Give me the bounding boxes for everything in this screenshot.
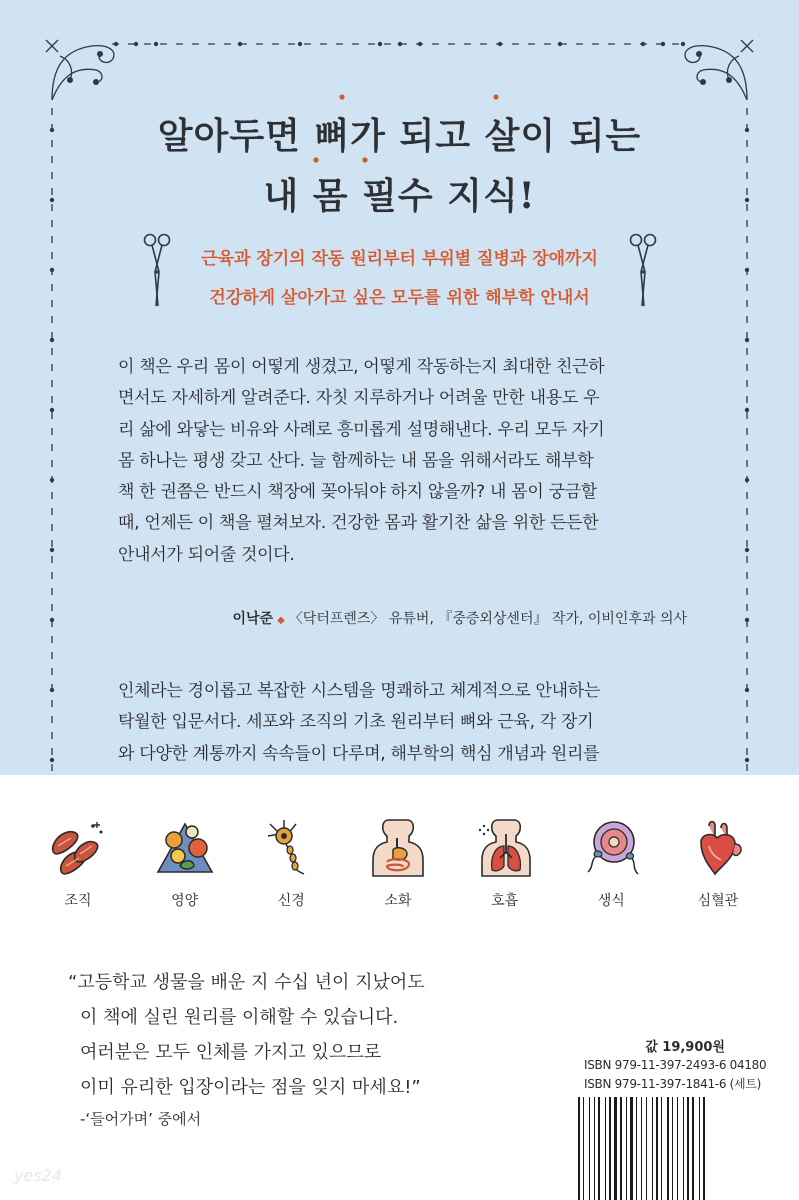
- bullet-icon: ◆: [277, 615, 285, 626]
- subtitle-line-2: 건강하게 살아가고 싶은 모두를 위한 해부학 안내서: [209, 288, 590, 308]
- reviewer-description: 〈닥터프렌즈〉 유튜버, 『중증외상센터』 작가, 이비인후과 의사: [288, 611, 687, 627]
- isbn-line-1: ISBN 979-11-397-2493-6 04180: [584, 1058, 767, 1072]
- review-1-attribution: [233, 608, 687, 628]
- barcode-bar: [667, 1097, 669, 1200]
- quote-line: 이 책에 실린 원리를 이해할 수 있습니다.: [80, 1007, 399, 1028]
- review-line: 와 다양한 계통까지 속속들이 다루며, 해부학의 핵심 개념과 원리를: [118, 743, 600, 764]
- review-line: 인체라는 경이롭고 복잡한 시스템을 명쾌하고 체계적으로 안내하는: [118, 681, 601, 701]
- quote-line: “고등학교 생물을 배운 지 수십 년이 지났어도: [68, 972, 425, 993]
- digestive-system-icon: [367, 816, 429, 878]
- barcode-bar: [646, 1097, 647, 1200]
- review-line: 탁월한 입문서다. 세포와 조직의 기초 원리부터 뼈와 근육, 각 장기: [118, 712, 594, 733]
- category-label: 신경: [277, 893, 305, 909]
- barcode-bar: [652, 1097, 653, 1200]
- barcode-bar: [598, 1097, 600, 1200]
- category-label: 조직: [64, 893, 92, 909]
- barcode-bar: [677, 1097, 678, 1200]
- category-label: 소화: [384, 893, 412, 909]
- barcode-bar: [661, 1097, 662, 1200]
- barcode-bar: [703, 1097, 705, 1200]
- barcode-bar: [594, 1097, 595, 1200]
- quote-source: -‘들어가며’ 중에서: [80, 1110, 202, 1128]
- barcode-bar: [614, 1097, 617, 1200]
- lungs-icon: [474, 816, 536, 878]
- review-line: 리 삶에 와닿는 비유와 사례로 흥미롭게 설명해낸다. 우리 모두 자기: [118, 419, 605, 440]
- watermark: yes24: [14, 1166, 63, 1185]
- category-icons: [38, 816, 758, 916]
- review-line: 안내서가 되어줄 것이다.: [118, 544, 295, 565]
- review-1-text: [118, 352, 686, 571]
- barcode-bar: [672, 1097, 673, 1200]
- barcode-bar: [636, 1097, 637, 1200]
- barcode-bar: [583, 1097, 584, 1200]
- category-cardiovascular: [678, 816, 758, 916]
- barcode-bar: [626, 1097, 627, 1200]
- category-respiration: [465, 816, 545, 916]
- barcode-bar: [609, 1097, 611, 1200]
- barcode-bar: [641, 1097, 642, 1200]
- category-tissue: [38, 816, 118, 916]
- subtitle-line-1: 근육과 장기의 작동 원리부터 부위별 질병과 장애까지: [201, 249, 598, 269]
- muscle-tissue-icon: [47, 816, 109, 878]
- quote-line: 이미 유리한 입장이라는 점을 잊지 마세요!”: [80, 1077, 421, 1098]
- isbn-line-2: ISBN 979-11-397-1841-6 (세트): [584, 1077, 762, 1091]
- barcode-bar: [630, 1097, 633, 1200]
- barcode-bar: [605, 1097, 606, 1200]
- neuron-icon: [260, 816, 322, 878]
- heart-icon: [687, 816, 749, 878]
- review-2-text: [118, 676, 686, 770]
- headline-line-2: 내 몸 필수 지식!: [263, 175, 536, 217]
- category-label: 호흡: [491, 893, 519, 909]
- category-label: 심혈관: [697, 893, 739, 909]
- headline-line-1: 알아두면 뼈가 되고 살이 되는: [157, 115, 642, 157]
- barcode-bar: [692, 1097, 694, 1200]
- category-label: 영양: [171, 893, 199, 909]
- barcode-bar: [620, 1097, 622, 1200]
- category-digestion: [358, 816, 438, 916]
- review-line: 몸 하나는 평생 갖고 산다. 늘 함께하는 내 몸을 위해서라도 해부학: [118, 450, 594, 471]
- egg-sperm-icon: [580, 816, 642, 878]
- review-line: 면서도 자세하게 알려준다. 자칫 지루하거나 어려울 만한 내용도 우: [118, 388, 600, 409]
- category-nerve: [251, 816, 331, 916]
- barcode-bar: [578, 1097, 580, 1200]
- barcode-bar: [687, 1097, 689, 1200]
- category-reproduction: [571, 816, 651, 916]
- reviewer-name: 이낙준: [232, 611, 274, 627]
- barcode-bar: [656, 1097, 658, 1200]
- review-line: 책 한 권쯤은 반드시 책장에 꽂아둬야 하지 않을까? 내 몸이 궁금할: [118, 482, 597, 503]
- category-nutrition: [145, 816, 225, 916]
- barcode-bar: [589, 1097, 590, 1200]
- barcode-bar: [683, 1097, 684, 1200]
- barcode-bar: [699, 1097, 700, 1200]
- nutrition-food-icon: [154, 816, 216, 878]
- barcode: [576, 1097, 732, 1200]
- category-label: 생식: [597, 893, 625, 909]
- review-line: 이 책은 우리 몸이 어떻게 생겼고, 어떻게 작동하는지 최대한 친근하: [118, 357, 605, 377]
- quote-line: 여러분은 모두 인체를 가지고 있으므로: [80, 1042, 382, 1063]
- review-line: 때, 언제든 이 책을 펼쳐보자. 건강한 몸과 활기찬 삶을 위한 든든한: [118, 513, 599, 534]
- pull-quote: [68, 965, 425, 1105]
- price-label: 값 19,900원: [645, 1040, 725, 1055]
